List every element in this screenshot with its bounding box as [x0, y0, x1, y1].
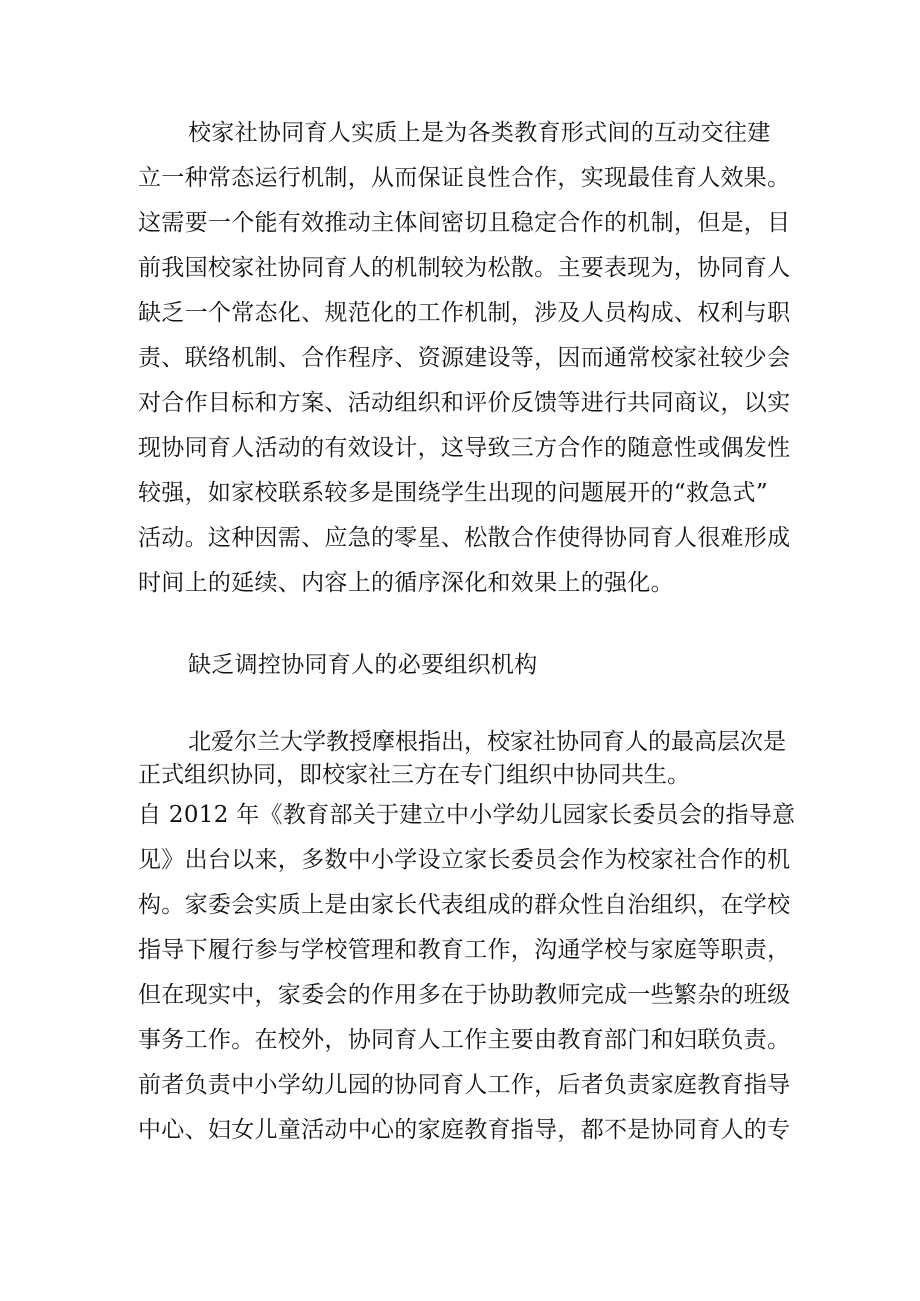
- paragraph-line: 缺乏一个常态化、规范化的工作机制，涉及人员构成、权利与职: [138, 300, 791, 326]
- paragraph-line: 现协同育人活动的有效设计，这导致三方合作的随意性或偶发性: [138, 435, 791, 461]
- paragraph-line: 事务工作。在校外，协同育人工作主要由教育部门和妇联负责。: [138, 1027, 791, 1053]
- paragraph-line: 自 2012 年《教育部关于建立中小学幼儿园家长委员会的指导意: [138, 802, 796, 828]
- paragraph-line: 构。家委会实质上是由家长代表组成的群众性自治组织，在学校: [138, 892, 791, 918]
- paragraph-line: 校家社协同育人实质上是为各类教育形式间的互动交往建: [188, 120, 771, 146]
- paragraph-line: 北爱尔兰大学教授摩根指出，校家社协同育人的最高层次是: [188, 729, 786, 755]
- paragraph-line: 正式组织协同，即校家社三方在专门组织中协同共生。: [138, 762, 690, 788]
- paragraph-line: 时间上的延续、内容上的循序深化和效果上的强化。: [138, 570, 674, 596]
- paragraph-line: 见》出台以来，多数中小学设立家长委员会作为校家社合作的机: [138, 847, 791, 873]
- paragraph-line: 较强，如家校联系较多是围绕学生出现的问题展开的“救急式”: [138, 480, 768, 506]
- section-heading: 缺乏调控协同育人的必要组织机构: [188, 652, 538, 678]
- paragraph-line: 这需要一个能有效推动主体间密切且稳定合作的机制，但是，目: [138, 210, 791, 236]
- paragraph-line: 对合作目标和方案、活动组织和评价反馈等进行共同商议，以实: [138, 390, 791, 416]
- paragraph-line: 指导下履行参与学校管理和教育工作，沟通学校与家庭等职责，: [138, 937, 791, 963]
- paragraph-line: 立一种常态运行机制，从而保证良性合作，实现最佳育人效果。: [138, 165, 791, 191]
- paragraph-line: 但在现实中，家委会的作用多在于协助教师完成一些繁杂的班级: [138, 982, 791, 1008]
- paragraph-line: 前者负责中小学幼儿园的协同育人工作，后者负责家庭教育指导: [138, 1072, 791, 1098]
- paragraph-line: 中心、妇女儿童活动中心的家庭教育指导，都不是协同育人的专: [138, 1117, 791, 1143]
- paragraph-line: 活动。这种因需、应急的零星、松散合作使得协同育人很难形成: [138, 525, 791, 551]
- paragraph-line: 责、联络机制、合作程序、资源建设等，因而通常校家社较少会: [138, 345, 791, 371]
- paragraph-line: 前我国校家社协同育人的机制较为松散。主要表现为，协同育人: [138, 255, 791, 281]
